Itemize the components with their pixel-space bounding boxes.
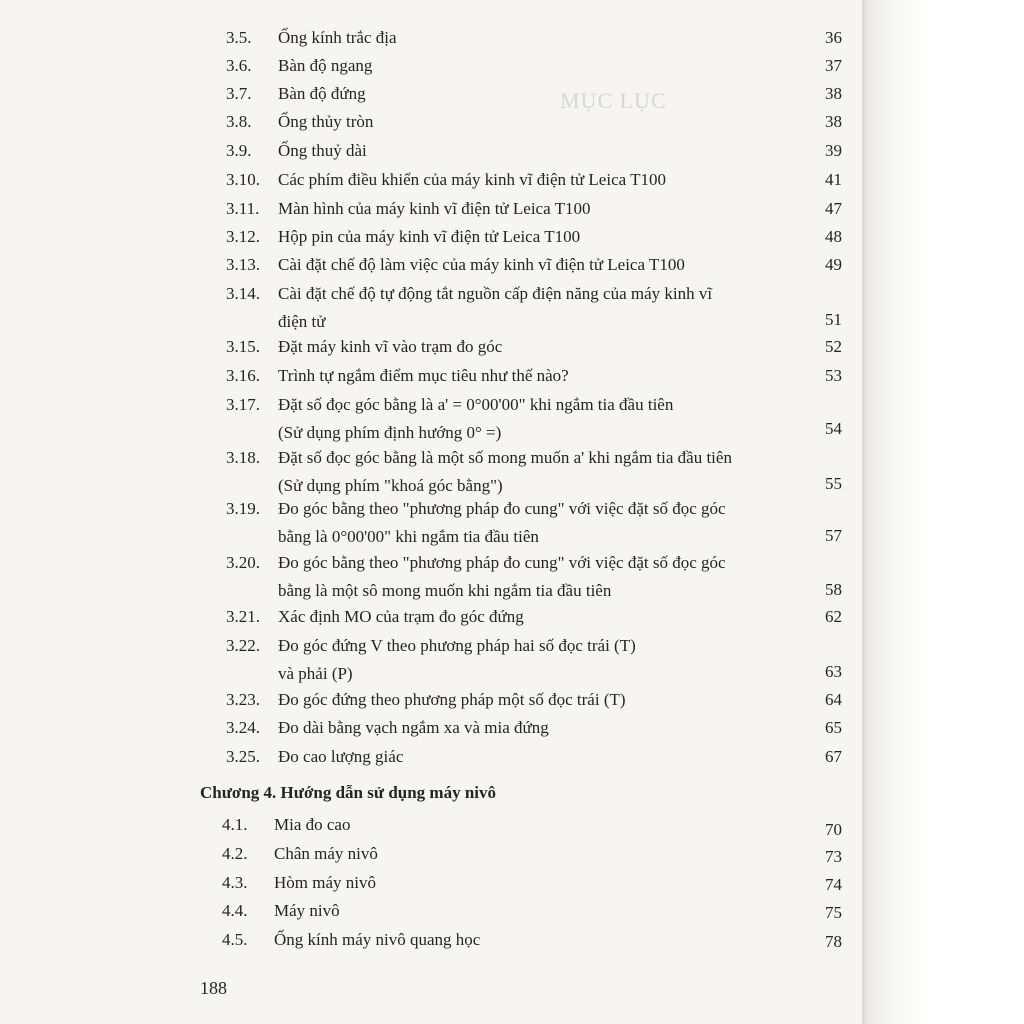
entry-page: 57 [825, 526, 842, 545]
bleed-through-heading: MỤC LỤC [560, 88, 667, 113]
entry-title: Ống thuỷ dài [278, 141, 367, 160]
entry-title: Hộp pin của máy kinh vĩ điện tử Leica T100 [278, 227, 581, 246]
entry-number: 3.14. [226, 284, 260, 303]
book-spine-shadow [862, 0, 1024, 1024]
entry-title: Các phím điều khiển của máy kinh vĩ điện tử Leica T100 [278, 170, 666, 189]
entry-title: Đo dài bằng vạch ngắm xa và mia đứng [278, 718, 549, 737]
entry-title: Đo góc bằng theo "phương pháp đo cung" với việc đặt số đọc góc [278, 499, 726, 518]
entry-number: 3.15. [226, 337, 260, 356]
entry-number: 3.21. [226, 607, 260, 626]
entry-title: Mia đo cao [274, 815, 351, 834]
entry-page: 38 [825, 84, 842, 103]
entry-number: 3.16. [226, 366, 260, 385]
entry-number: 3.10. [226, 170, 260, 189]
entry-number: 4.4. [222, 901, 248, 920]
entry-number: 3.22. [226, 636, 260, 655]
entry-page: 75 [825, 903, 842, 922]
entry-page: 55 [825, 474, 842, 493]
entry-title: Cài đặt chế độ tự động tắt nguồn cấp điện năng của máy kinh vĩ [278, 284, 713, 303]
entry-number: 3.18. [226, 448, 260, 467]
entry-title: Màn hình của máy kinh vĩ điện tử Leica T100 [278, 199, 591, 218]
entry-page: 51 [825, 310, 842, 329]
entry-page: 53 [825, 366, 842, 385]
entry-title: Cài đặt chế độ làm việc của máy kinh vĩ điện tử Leica T100 [278, 255, 685, 274]
entry-number: 4.3. [222, 873, 248, 892]
entry-page: 48 [825, 227, 842, 246]
entry-title-continued: (Sử dụng phím định hướng 0° =) [278, 423, 502, 442]
entry-title: Hòm máy nivô [274, 873, 376, 892]
entry-number: 3.7. [226, 84, 252, 103]
entry-number: 3.6. [226, 56, 252, 75]
entry-number: 3.8. [226, 112, 252, 131]
entry-title: Ống kính trắc địa [278, 28, 397, 47]
entry-title-continued: điện tử [278, 312, 326, 331]
entry-title: Bàn độ ngang [278, 56, 373, 75]
entry-title: Máy nivô [274, 901, 340, 920]
entry-number: 4.2. [222, 844, 248, 863]
entry-page: 64 [825, 690, 842, 709]
entry-page: 47 [825, 199, 842, 218]
entry-title: Đo góc đứng V theo phương pháp hai số đọc trái (T) [278, 636, 636, 655]
entry-page: 73 [825, 847, 842, 866]
entry-title: Ống kính máy nivô quang học [274, 930, 481, 949]
entry-page: 58 [825, 580, 842, 599]
entry-number: 4.1. [222, 815, 248, 834]
entry-title: Chân máy nivô [274, 844, 378, 863]
entry-page: 54 [825, 419, 842, 438]
entry-number: 3.5. [226, 28, 252, 47]
entry-title: Đặt số đọc góc bằng là a' = 0°00'00" khi ngắm tia đầu tiên [278, 395, 674, 414]
entry-title: Ống thủy tròn [278, 112, 374, 131]
entry-title-continued: bằng là một sô mong muốn khi ngắm tia đầu tiên [278, 581, 612, 600]
entry-page: 52 [825, 337, 842, 356]
entry-title-continued: bằng là 0°00'00" khi ngắm tia đầu tiên [278, 527, 539, 546]
entry-page: 37 [825, 56, 842, 75]
entry-number: 3.20. [226, 553, 260, 572]
entry-title: Xác định MO của trạm đo góc đứng [278, 607, 524, 626]
entry-title-continued: và phải (P) [278, 664, 353, 683]
entry-number: 3.9. [226, 141, 252, 160]
entry-page: 36 [825, 28, 842, 47]
entry-page: 78 [825, 932, 842, 951]
chapter-heading: Chương 4. Hướng dẫn sử dụng máy nivô [200, 783, 497, 802]
page-number: 188 [200, 978, 227, 998]
entry-title: Trình tự ngắm điểm mục tiêu như thế nào? [278, 366, 569, 385]
entry-page: 74 [825, 875, 842, 894]
entry-title-continued: (Sử dụng phím "khoá góc bằng") [278, 476, 503, 495]
entry-page: 63 [825, 662, 842, 681]
entry-page: 62 [825, 607, 842, 626]
entry-page: 70 [825, 820, 842, 839]
entry-page: 38 [825, 112, 842, 131]
entry-page: 41 [825, 170, 842, 189]
entry-page: 65 [825, 718, 842, 737]
entry-number: 3.19. [226, 499, 260, 518]
entry-title: Đặt số đọc góc bằng là một số mong muốn a' khi ngắm tia đầu tiên [278, 448, 732, 467]
entry-title: Đo cao lượng giác [278, 747, 404, 766]
entry-number: 3.17. [226, 395, 260, 414]
entry-number: 3.23. [226, 690, 260, 709]
entry-title: Đặt máy kinh vĩ vào trạm đo góc [278, 337, 503, 356]
entry-page: 49 [825, 255, 842, 274]
entry-page: 67 [825, 747, 842, 766]
entry-number: 3.24. [226, 718, 260, 737]
entry-title: Đo góc bằng theo "phương pháp đo cung" với việc đặt số đọc góc [278, 553, 726, 572]
entry-page: 39 [825, 141, 842, 160]
entry-title: Bàn độ đứng [278, 84, 366, 103]
entry-number: 3.25. [226, 747, 260, 766]
entry-title: Đo góc đứng theo phương pháp một số đọc trái (T) [278, 690, 626, 709]
entry-number: 4.5. [222, 930, 248, 949]
entry-number: 3.13. [226, 255, 260, 274]
entry-number: 3.11. [226, 199, 260, 218]
entry-number: 3.12. [226, 227, 260, 246]
